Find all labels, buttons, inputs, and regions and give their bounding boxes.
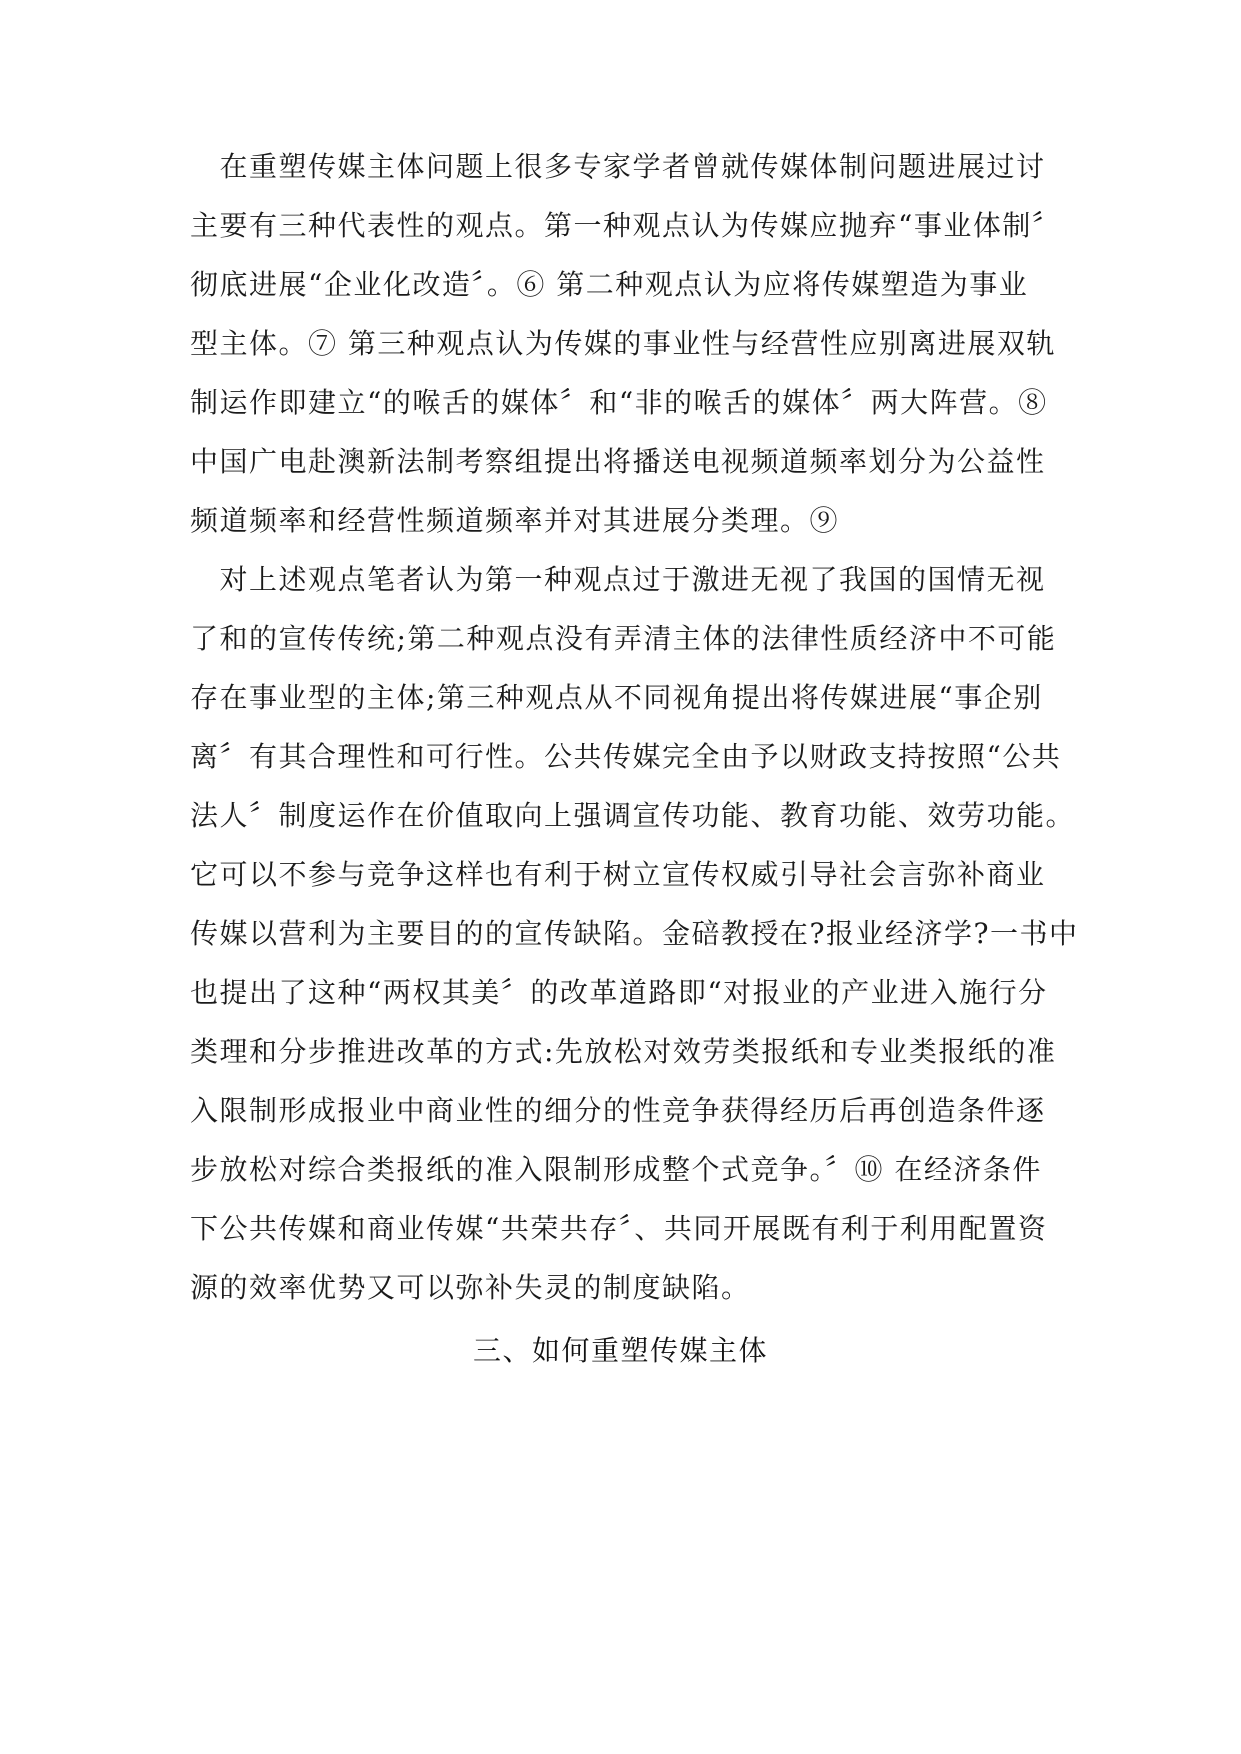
text-line: 源的效率优势又可以弥补失灵的制度缺陷。 xyxy=(190,1271,751,1304)
text-line: 也提出了这种“两权其美〞的改革道路即“对报业的产业进入施行分 xyxy=(190,976,1048,1009)
text-line: 下公共传媒和商业传媒“共荣共存〞、共同开展既有利于利用配置资 xyxy=(190,1212,1048,1245)
section-heading: 三、如何重塑传媒主体 xyxy=(472,1334,768,1367)
text-line: 步放松对综合类报纸的准入限制形成整个式竞争。〞⑩ 在经济条件 xyxy=(190,1153,1042,1186)
text-line: 型主体。⑦ 第三种观点认为传媒的事业性与经营性应别离进展双轨 xyxy=(190,327,1056,360)
text-line: 彻底进展“企业化改造〞。⑥ 第二种观点认为应将传媒塑造为事业 xyxy=(190,268,1029,301)
text-line: 频道频率和经营性频道频率并对其进展分类理。⑨ xyxy=(190,504,840,537)
text-line: 制运作即建立“的喉舌的媒体〞和“非的喉舌的媒体〞两大阵营。⑧ xyxy=(190,386,1048,419)
text-line: 中国广电赴澳新法制考察组提出将播送电视频道频率划分为公益性 xyxy=(190,445,1046,478)
text-line: 入限制形成报业中商业性的细分的性竞争获得经历后再创造条件逐 xyxy=(190,1094,1046,1127)
text-line: 对上述观点笔者认为第一种观点过于激进无视了我国的国情无视 xyxy=(190,563,1046,596)
text-line: 它可以不参与竞争这样也有利于树立宣传权威引导社会言弥补商业 xyxy=(190,858,1046,891)
text-line: 法人〞制度运作在价值取向上强调宣传功能、教育功能、效劳功能。 xyxy=(190,799,1076,832)
text-line: 传媒以营利为主要目的的宣传缺陷。金碚教授在?报业经济学?一书中 xyxy=(190,917,1079,950)
text-line: 了和的宣传传统;第二种观点没有弄清主体的法律性质经济中不可能 xyxy=(190,622,1057,655)
text-line: 在重塑传媒主体问题上很多专家学者曾就传媒体制问题进展过讨 xyxy=(190,150,1046,183)
text-line: 主要有三种代表性的观点。第一种观点认为传媒应抛弃“事业体制〞 xyxy=(190,209,1062,242)
text-line: 离〞有其合理性和可行性。公共传媒完全由予以财政支持按照“公共 xyxy=(190,740,1062,773)
text-line: 存在事业型的主体;第三种观点从不同视角提出将传媒进展“事企别 xyxy=(190,681,1043,714)
text-line: 类理和分步推进改革的方式:先放松对效劳类报纸和专业类报纸的准 xyxy=(190,1035,1057,1068)
